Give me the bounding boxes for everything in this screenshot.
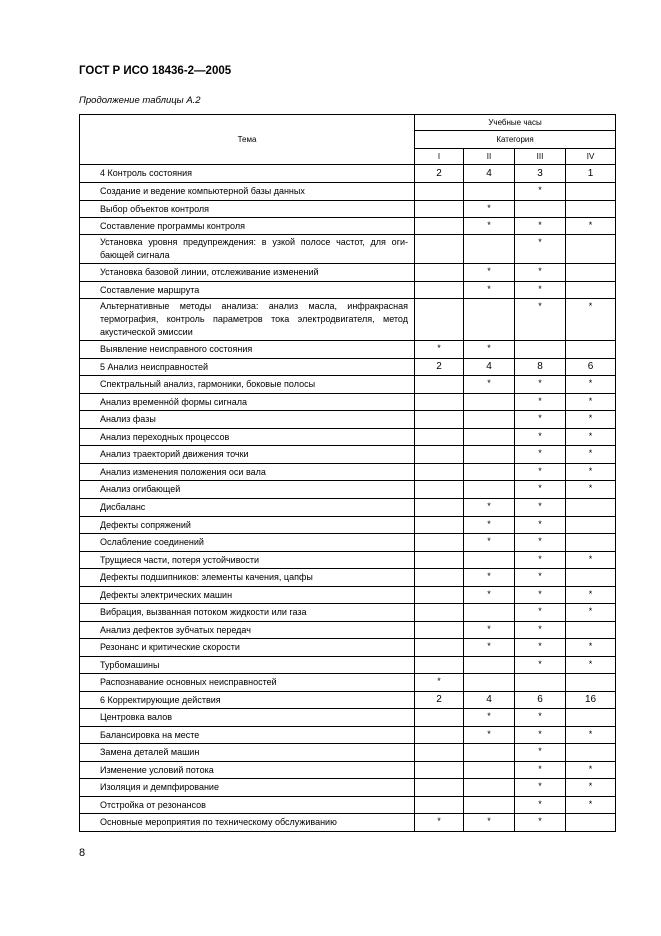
category-1-cell <box>415 429 464 446</box>
category-1-cell <box>415 587 464 604</box>
table-row <box>80 341 616 359</box>
category-3-cell: * <box>515 376 566 394</box>
section-heading-cell: 4 Контроль состояния <box>80 165 415 183</box>
category-2-cell: * <box>464 376 515 394</box>
topic-cell: Составление маршрута <box>80 282 415 299</box>
category-4-cell <box>566 499 616 517</box>
category-3-cell: * <box>515 394 566 411</box>
topic-cell: Выявление неисправного состояния <box>80 341 415 359</box>
category-2-cell <box>464 411 515 429</box>
topic-cell: Установка базовой линии, отслеживание изменений <box>80 264 415 282</box>
category-1-cell: 2 <box>415 692 464 709</box>
category-1-cell <box>415 639 464 657</box>
category-header-1: I <box>415 149 464 165</box>
category-1-cell <box>415 394 464 411</box>
category-4-cell: * <box>566 762 616 779</box>
table-body <box>80 165 616 832</box>
topic-cell: Составление программы контроля <box>80 218 415 235</box>
category-3-cell: * <box>515 814 566 832</box>
category-2-cell <box>464 481 515 499</box>
category-header-4: IV <box>566 149 616 165</box>
topic-cell: Выбор объектов контроля <box>80 201 415 218</box>
table-row <box>80 201 616 218</box>
category-3-cell: * <box>515 481 566 499</box>
topic-cell: Основные мероприятия по техническому обслуживанию <box>80 814 415 832</box>
table-row <box>80 429 616 446</box>
category-4-cell <box>566 201 616 218</box>
category-1-cell <box>415 622 464 639</box>
column-header-training-hours: Учебные часы <box>415 115 616 131</box>
category-3-cell: * <box>515 218 566 235</box>
category-1-cell <box>415 446 464 464</box>
category-1-cell <box>415 552 464 569</box>
category-4-cell: * <box>566 639 616 657</box>
table-row <box>80 446 616 464</box>
category-2-cell <box>464 604 515 622</box>
category-1-cell <box>415 657 464 674</box>
table-row <box>80 779 616 797</box>
table-row <box>80 359 616 376</box>
category-3-cell: * <box>515 762 566 779</box>
topic-cell: Дефекты подшипников: элементы качения, цапфы <box>80 569 415 587</box>
section-heading-cell: 5 Анализ неисправностей <box>80 359 415 376</box>
category-3-cell: * <box>515 797 566 814</box>
category-3-cell: 6 <box>515 692 566 709</box>
category-2-cell: * <box>464 201 515 218</box>
category-4-cell: * <box>566 481 616 499</box>
table-row <box>80 376 616 394</box>
category-3-cell: * <box>515 657 566 674</box>
category-2-cell: * <box>464 587 515 604</box>
category-2-cell <box>464 429 515 446</box>
category-2-cell <box>464 552 515 569</box>
topic-cell: Изоляция и демпфирование <box>80 779 415 797</box>
table-row <box>80 657 616 674</box>
category-4-cell: * <box>566 797 616 814</box>
table-row <box>80 299 616 341</box>
table-row <box>80 744 616 762</box>
category-1-cell <box>415 779 464 797</box>
training-hours-table <box>79 114 616 832</box>
category-3-cell: * <box>515 534 566 552</box>
page-number: 8 <box>79 847 86 859</box>
table-row <box>80 814 616 832</box>
category-1-cell <box>415 411 464 429</box>
category-2-cell: * <box>464 709 515 727</box>
category-3-cell: * <box>515 264 566 282</box>
table-row <box>80 282 616 299</box>
topic-cell: Дефекты электрических машин <box>80 587 415 604</box>
category-1-cell <box>415 183 464 201</box>
topic-cell: Анализ временно́й формы сигнала <box>80 394 415 411</box>
category-2-cell: * <box>464 569 515 587</box>
category-2-cell <box>464 235 515 264</box>
category-2-cell <box>464 464 515 481</box>
table-row <box>80 709 616 727</box>
table-row <box>80 604 616 622</box>
category-1-cell <box>415 376 464 394</box>
table-row <box>80 464 616 481</box>
category-3-cell: 8 <box>515 359 566 376</box>
topic-cell: Анализ дефектов зубчатых передач <box>80 622 415 639</box>
category-4-cell: * <box>566 727 616 744</box>
category-3-cell: * <box>515 622 566 639</box>
category-1-cell: * <box>415 814 464 832</box>
category-4-cell <box>566 569 616 587</box>
category-4-cell <box>566 814 616 832</box>
category-1-cell <box>415 569 464 587</box>
category-header-2: II <box>464 149 515 165</box>
category-4-cell <box>566 534 616 552</box>
category-4-cell: * <box>566 394 616 411</box>
category-3-cell: * <box>515 464 566 481</box>
topic-cell: Спектральный анализ, гармоники, боковые полосы <box>80 376 415 394</box>
category-2-cell <box>464 744 515 762</box>
category-3-cell: * <box>515 299 566 341</box>
category-3-cell: * <box>515 517 566 534</box>
category-4-cell: * <box>566 376 616 394</box>
category-1-cell <box>415 727 464 744</box>
category-header-3: III <box>515 149 566 165</box>
category-2-cell: * <box>464 282 515 299</box>
table-row <box>80 639 616 657</box>
table-row <box>80 622 616 639</box>
category-2-cell: 4 <box>464 692 515 709</box>
category-2-cell <box>464 779 515 797</box>
table-row <box>80 499 616 517</box>
table-row <box>80 692 616 709</box>
topic-cell: Резонанс и критические скорости <box>80 639 415 657</box>
category-1-cell <box>415 499 464 517</box>
category-1-cell <box>415 797 464 814</box>
category-1-cell <box>415 464 464 481</box>
category-4-cell <box>566 264 616 282</box>
table-row <box>80 534 616 552</box>
topic-cell: Создание и ведение компьютерной базы данных <box>80 183 415 201</box>
category-4-cell: * <box>566 218 616 235</box>
category-1-cell: 2 <box>415 359 464 376</box>
table-row <box>80 481 616 499</box>
table-row <box>80 264 616 282</box>
category-4-cell: * <box>566 299 616 341</box>
category-2-cell <box>464 674 515 692</box>
category-4-cell <box>566 622 616 639</box>
category-3-cell: * <box>515 587 566 604</box>
category-1-cell <box>415 744 464 762</box>
table-row <box>80 235 616 264</box>
category-4-cell: * <box>566 429 616 446</box>
category-2-cell: * <box>464 814 515 832</box>
table-caption: Продолжение таблицы А.2 <box>79 95 201 106</box>
category-3-cell: * <box>515 744 566 762</box>
topic-cell: Дисбаланс <box>80 499 415 517</box>
table-row <box>80 218 616 235</box>
category-4-cell <box>566 517 616 534</box>
category-4-cell: 16 <box>566 692 616 709</box>
category-2-cell <box>464 762 515 779</box>
category-1-cell <box>415 534 464 552</box>
topic-cell: Центровка валов <box>80 709 415 727</box>
category-3-cell: * <box>515 604 566 622</box>
category-2-cell <box>464 657 515 674</box>
category-1-cell: * <box>415 674 464 692</box>
category-4-cell: * <box>566 464 616 481</box>
category-1-cell <box>415 481 464 499</box>
table-row <box>80 394 616 411</box>
table-row <box>80 569 616 587</box>
category-3-cell <box>515 341 566 359</box>
topic-cell: Замена деталей машин <box>80 744 415 762</box>
category-4-cell: * <box>566 587 616 604</box>
topic-cell: Изменение условий потока <box>80 762 415 779</box>
topic-cell: Альтернативные методы анализа: анализ масла, инфракрасная термография, контроль параметров тока электродвигателя, метод акустической эмиссии <box>80 299 415 341</box>
category-4-cell: * <box>566 411 616 429</box>
category-2-cell: * <box>464 499 515 517</box>
category-4-cell <box>566 235 616 264</box>
category-1-cell: 2 <box>415 165 464 183</box>
category-1-cell <box>415 517 464 534</box>
topic-cell: Анализ фазы <box>80 411 415 429</box>
category-3-cell: * <box>515 709 566 727</box>
document-title: ГОСТ Р ИСО 18436-2—2005 <box>79 65 232 77</box>
topic-cell: Вибрация, вызванная потоком жидкости или газа <box>80 604 415 622</box>
category-2-cell: * <box>464 639 515 657</box>
category-2-cell <box>464 797 515 814</box>
topic-cell: Установка уровня предупреждения: в узкой полосе частот, для оги-бающей сигнала <box>80 235 415 264</box>
table-row <box>80 797 616 814</box>
category-1-cell <box>415 235 464 264</box>
category-1-cell <box>415 762 464 779</box>
topic-cell: Распознавание основных неисправностей <box>80 674 415 692</box>
category-4-cell: * <box>566 552 616 569</box>
table-row <box>80 727 616 744</box>
category-2-cell <box>464 299 515 341</box>
category-4-cell: * <box>566 604 616 622</box>
topic-cell: Анализ огибающей <box>80 481 415 499</box>
category-3-cell: 3 <box>515 165 566 183</box>
topic-cell: Турбомашины <box>80 657 415 674</box>
table-row <box>80 165 616 183</box>
topic-cell: Отстройка от резонансов <box>80 797 415 814</box>
category-1-cell <box>415 201 464 218</box>
topic-cell: Дефекты сопряжений <box>80 517 415 534</box>
table-row <box>80 552 616 569</box>
table-row <box>80 674 616 692</box>
category-2-cell: * <box>464 264 515 282</box>
category-3-cell: * <box>515 499 566 517</box>
category-3-cell: * <box>515 411 566 429</box>
topic-cell: Анализ траекторий движения точки <box>80 446 415 464</box>
category-4-cell: 1 <box>566 165 616 183</box>
category-3-cell: * <box>515 639 566 657</box>
category-4-cell <box>566 282 616 299</box>
category-2-cell: * <box>464 622 515 639</box>
category-4-cell: 6 <box>566 359 616 376</box>
category-1-cell <box>415 604 464 622</box>
topic-cell: Балансировка на месте <box>80 727 415 744</box>
category-3-cell: * <box>515 235 566 264</box>
category-1-cell <box>415 709 464 727</box>
topic-cell: Трущиеся части, потеря устойчивости <box>80 552 415 569</box>
category-3-cell: * <box>515 779 566 797</box>
category-2-cell <box>464 446 515 464</box>
table-row <box>80 517 616 534</box>
category-2-cell: * <box>464 341 515 359</box>
category-2-cell: 4 <box>464 359 515 376</box>
category-1-cell <box>415 264 464 282</box>
category-2-cell <box>464 394 515 411</box>
table-row <box>80 183 616 201</box>
category-2-cell: * <box>464 534 515 552</box>
topic-cell: Ослабление соединений <box>80 534 415 552</box>
table-row <box>80 587 616 604</box>
category-2-cell <box>464 183 515 201</box>
category-3-cell: * <box>515 183 566 201</box>
category-4-cell <box>566 341 616 359</box>
topic-cell: Анализ переходных процессов <box>80 429 415 446</box>
category-3-cell: * <box>515 552 566 569</box>
category-4-cell: * <box>566 446 616 464</box>
category-4-cell: * <box>566 779 616 797</box>
category-3-cell: * <box>515 569 566 587</box>
table-row <box>80 762 616 779</box>
category-2-cell: * <box>464 727 515 744</box>
column-header-category: Категория <box>415 131 616 149</box>
category-2-cell: * <box>464 517 515 534</box>
category-4-cell <box>566 744 616 762</box>
section-heading-cell: 6 Корректирующие действия <box>80 692 415 709</box>
category-2-cell: * <box>464 218 515 235</box>
category-1-cell <box>415 282 464 299</box>
category-1-cell <box>415 218 464 235</box>
category-4-cell <box>566 709 616 727</box>
category-2-cell: 4 <box>464 165 515 183</box>
column-header-topic: Тема <box>80 115 415 165</box>
category-3-cell: * <box>515 727 566 744</box>
category-3-cell <box>515 674 566 692</box>
category-1-cell <box>415 299 464 341</box>
category-1-cell: * <box>415 341 464 359</box>
topic-cell: Анализ изменения положения оси вала <box>80 464 415 481</box>
category-3-cell: * <box>515 282 566 299</box>
category-4-cell <box>566 183 616 201</box>
category-4-cell <box>566 674 616 692</box>
table-row <box>80 411 616 429</box>
category-3-cell <box>515 201 566 218</box>
category-4-cell: * <box>566 657 616 674</box>
category-3-cell: * <box>515 446 566 464</box>
category-3-cell: * <box>515 429 566 446</box>
